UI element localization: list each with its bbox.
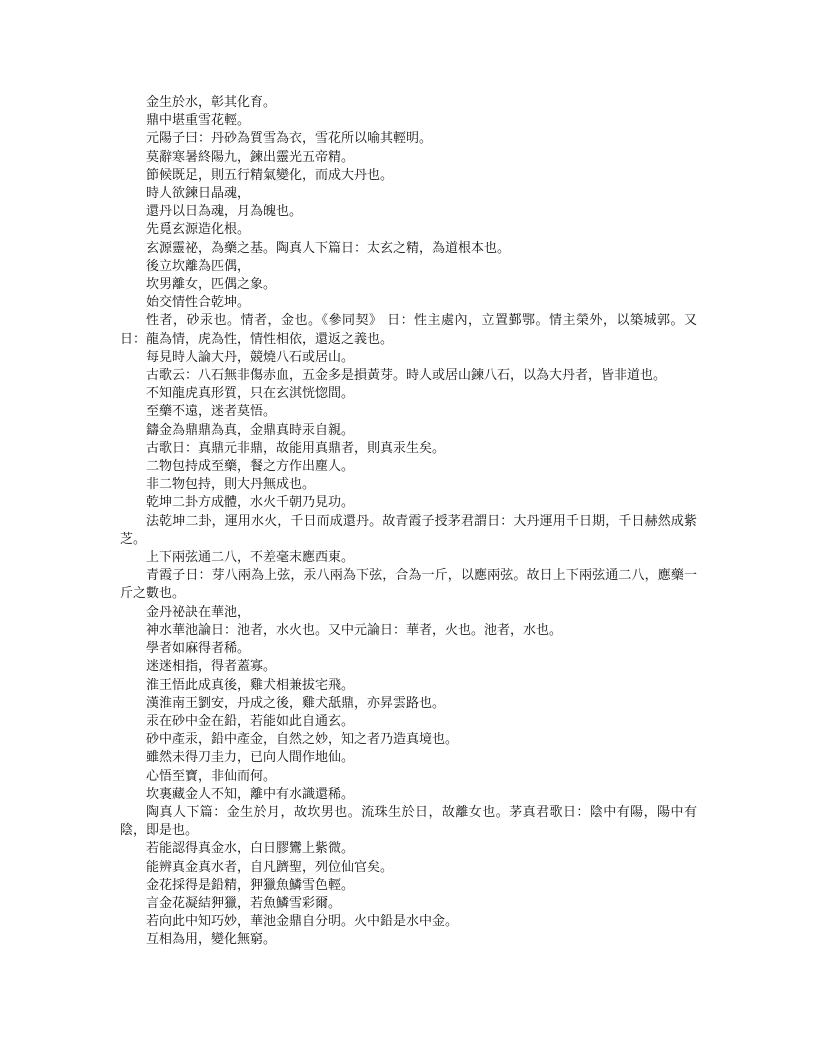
paragraph: 汞在砂中金在鉛，若能如此自通玄。 — [146, 713, 355, 729]
paragraph: 元陽子曰：丹砂為質雪為衣，雪花所以喻其輕明。 — [146, 131, 433, 147]
paragraph: 鼎中堪重雪花輕。 — [146, 113, 251, 129]
paragraph: 時人欲鍊日晶魂， — [146, 186, 251, 202]
text-body — [120, 94, 697, 950]
paragraph: 互相為用，變化無窮。 — [146, 932, 277, 948]
paragraph: 能辨真金真水者，自凡躋聖，列位仙官矣。 — [146, 859, 394, 875]
paragraph: 坎男離女，匹偶之象。 — [146, 277, 277, 293]
paragraph: 每見時人論大丹，競燒八石或居山。 — [146, 349, 355, 365]
paragraph: 學者如麻得者稀。 — [146, 641, 251, 657]
paragraph: 至藥不遠，迷者莫悟。 — [146, 404, 277, 420]
paragraph: 青霞子日：芽八兩為上弦，汞八兩為下弦，合為一斤，以應兩弦。故日上下兩弦通二八，應藥一斤之數也。 — [120, 568, 697, 602]
paragraph: 金花採得是鉛精，狎獵魚鱗雪色輕。 — [146, 877, 355, 893]
paragraph: 雖然未得刀圭力，已向人間作地仙。 — [146, 750, 355, 766]
paragraph: 節候既足，則五行精氣變化，而成大丹也。 — [146, 167, 394, 183]
paragraph: 坎裏藏金人不知，離中有水識還稀。 — [146, 786, 355, 802]
paragraph: 始交情性合乾坤。 — [146, 295, 251, 311]
paragraph: 玄源靈祕，為藥之基。陶真人下篇日：太玄之精，為道根本也。 — [146, 240, 511, 256]
paragraph: 乾坤二卦方成體，水火千朝乃見功。 — [146, 495, 355, 511]
paragraph: 言金花凝結狎獵，若魚鱗雪彩爾。 — [146, 895, 342, 911]
paragraph: 性者，砂汞也。情者，金也。《參同契》 日：性主處內，立置鄞鄂。情主榮外，以築城郭。又日：龍為情，虎為性，情性相依，還返之義也。 — [120, 313, 697, 347]
paragraph: 不知龍虎真形質，只在玄淇恍惚間。 — [146, 386, 355, 402]
paragraph: 還丹以日為魂，月為魄也。 — [146, 204, 303, 220]
paragraph: 鑄金為鼎鼎為真，金鼎真時汞自親。 — [146, 422, 355, 438]
paragraph: 先覓玄源造化根。 — [146, 222, 251, 238]
paragraph: 金丹祕訣在華池， — [146, 604, 251, 620]
paragraph: 古歌日：真鼎元非鼎，故能用真鼎者，則真汞生矣。 — [146, 440, 446, 456]
paragraph: 淮王悟此成真後，雞犬相兼拔宅飛。 — [146, 677, 355, 693]
paragraph: 砂中產汞，鉛中產金，自然之妙，知之者乃造真境也。 — [146, 732, 459, 748]
paragraph: 後立坎離為匹偶， — [146, 258, 251, 274]
paragraph: 上下兩弦通二八，不差毫末應西東。 — [146, 550, 355, 566]
paragraph: 古歌云：八石無非傷赤血，五金多是損黃芽。時人或居山鍊八石，以為大丹者，皆非道也。 — [146, 368, 667, 384]
paragraph: 神水華池論日：池者，水火也。又中元論日：華者，火也。池者，水也。 — [146, 622, 563, 638]
paragraph: 漢淮南王劉安，丹成之後，雞犬舐鼎，亦昇雲路也。 — [146, 695, 446, 711]
paragraph: 心悟至寶，非仙而何。 — [146, 768, 277, 784]
paragraph: 金生於水，彰其化育。 — [146, 95, 277, 110]
paragraph: 陶真人下篇：金生於月，故坎男也。流珠生於日，故離女也。茅真君歌日：陰中有陽，陽中有陰，即是也。 — [120, 804, 697, 839]
paragraph: 二物包持成至藥，餐之方作出塵人。 — [146, 459, 355, 475]
paragraph: 若能認得真金水，白日膠鸞上紫微。 — [146, 841, 355, 857]
paragraph: 迷迷相指，得者蓋寡。 — [146, 659, 277, 675]
paragraph: 若向此中知巧妙，華池金鼎自分明。火中鉛是水中金。 — [146, 914, 459, 930]
paragraph: 莫辭寒暑終陽九，鍊出靈光五帝精。 — [146, 149, 355, 165]
paragraph: 非二物包持，則大丹無成也。 — [146, 477, 316, 493]
paragraph: 法乾坤二卦，運用水火，千日而成還丹。故青霞子授茅君謂日：大丹運用千日期，千日赫然成紫芝。 — [120, 513, 697, 547]
